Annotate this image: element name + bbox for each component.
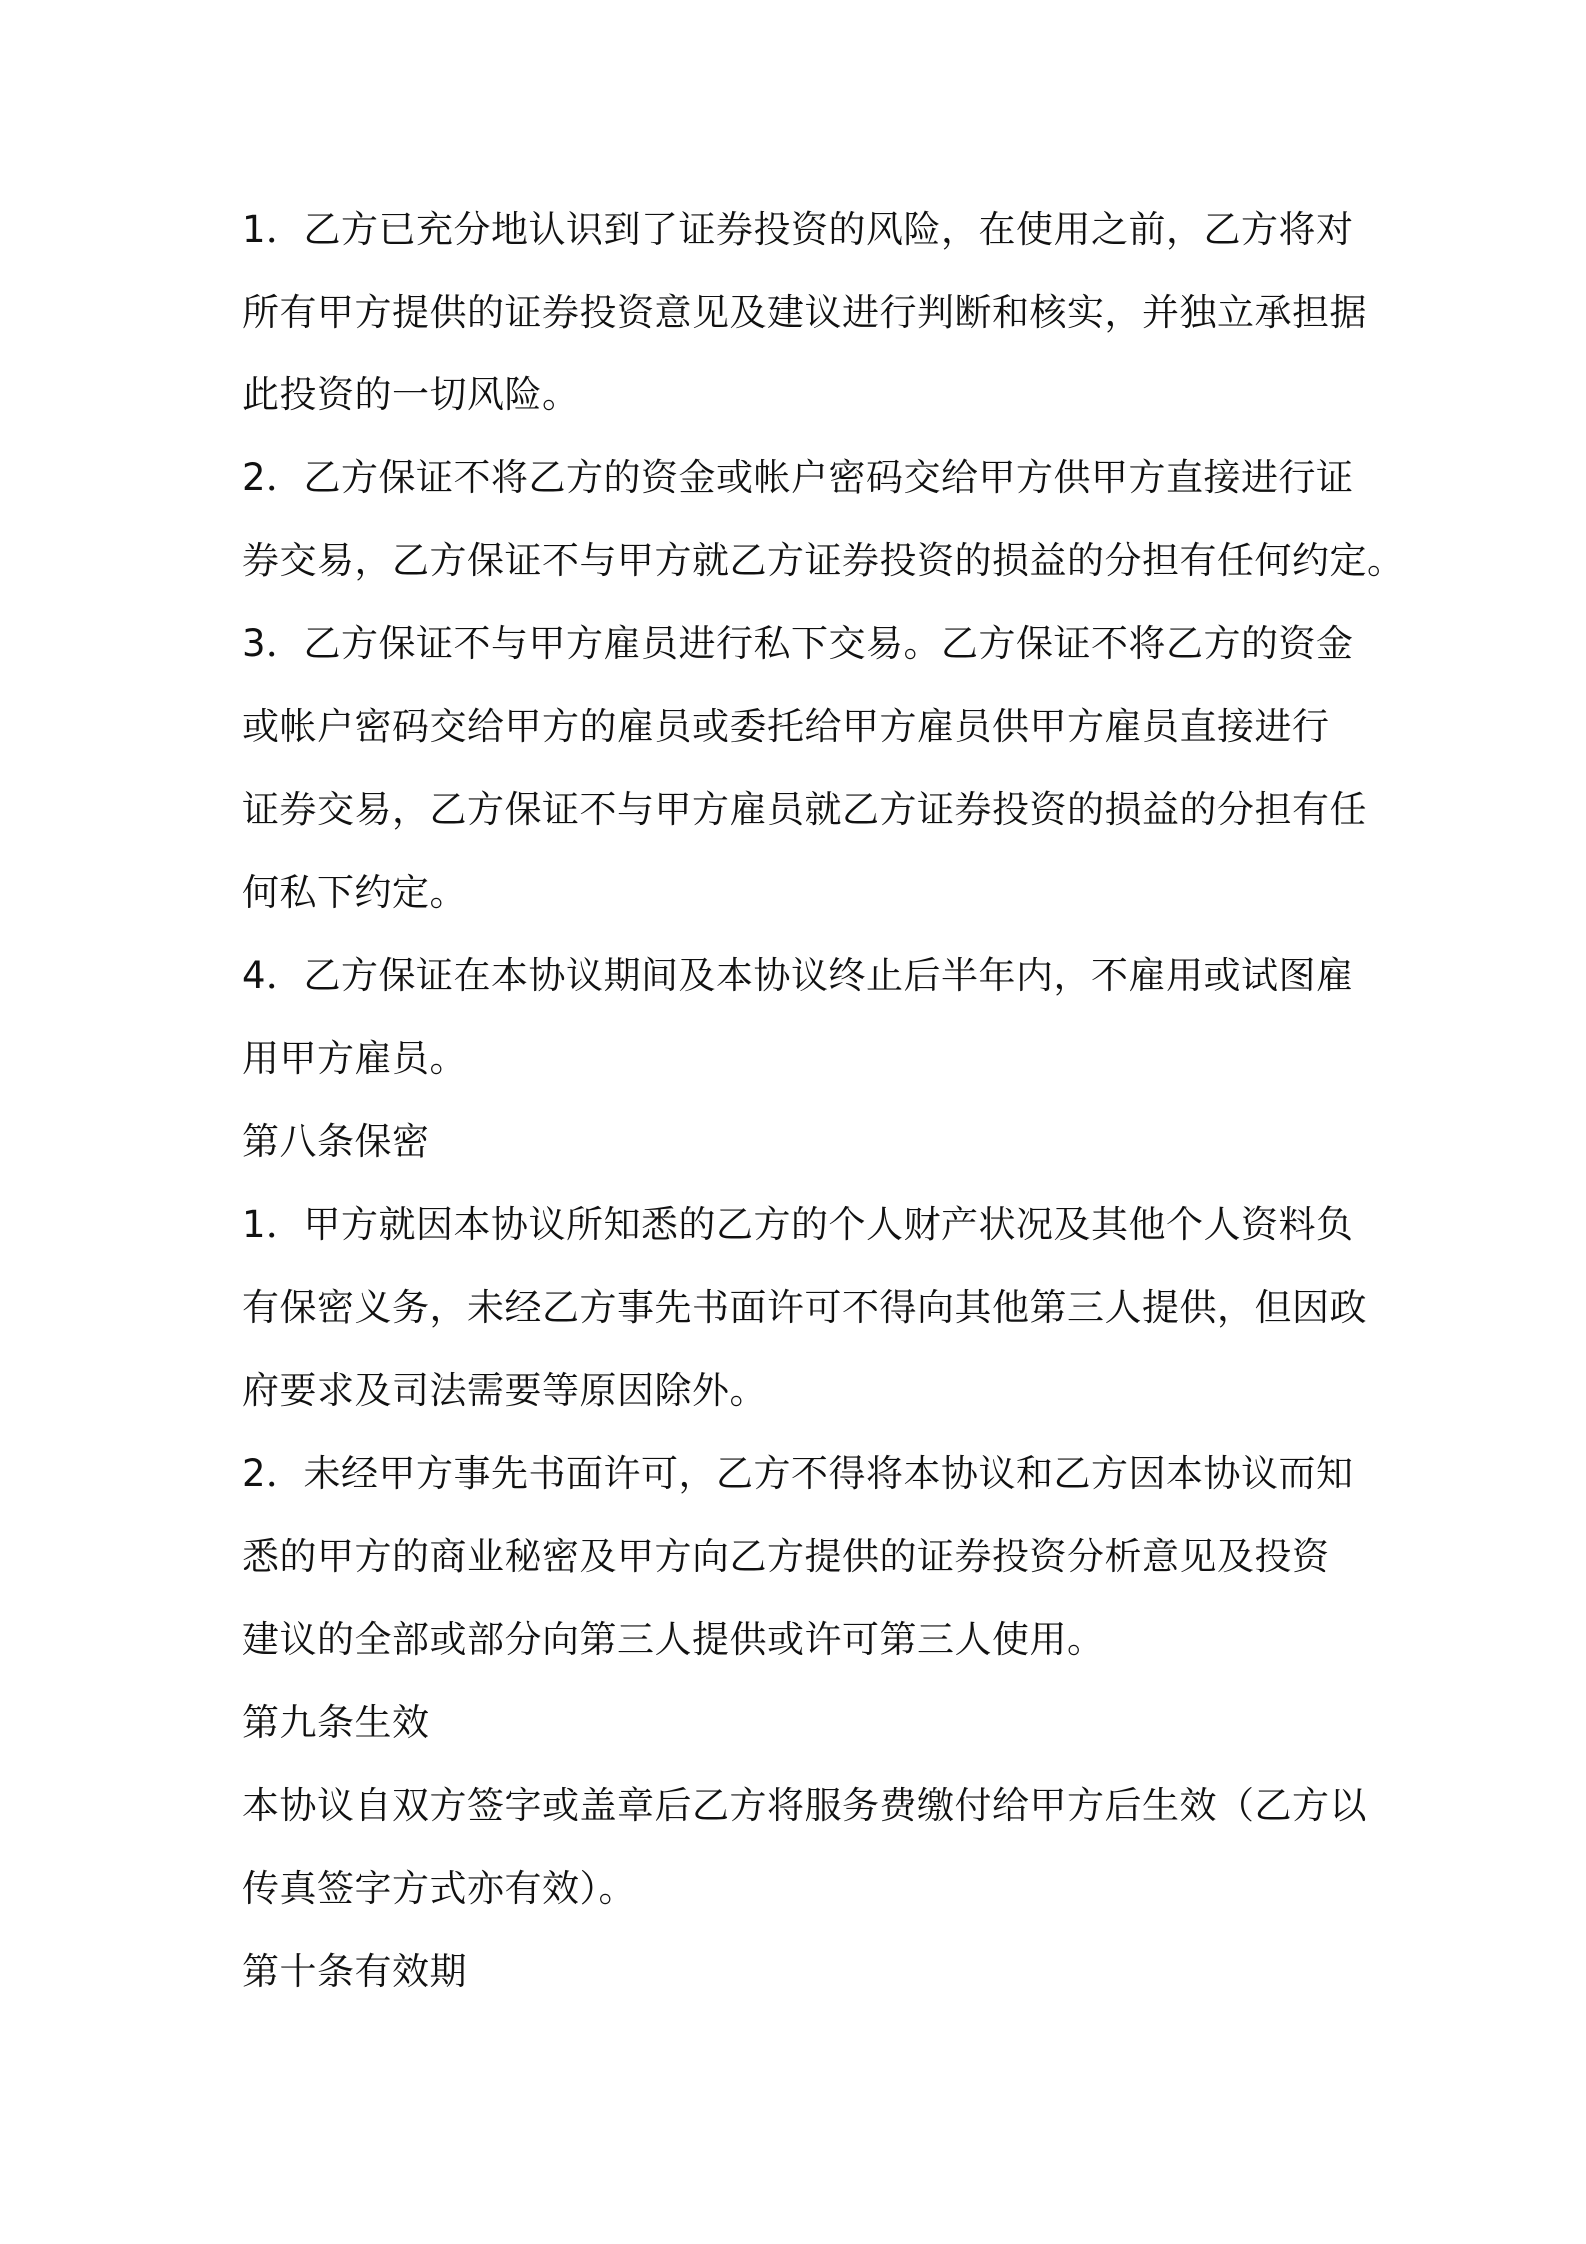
article-9-heading: 第九条生效 — [242, 1701, 430, 1744]
clause-7-4-line-1: 4．乙方保证在本协议期间及本协议终止后半年内，不雇用或试图雇 — [242, 954, 1354, 997]
clause-7-1-line-3: 此投资的一切风险。 — [242, 373, 580, 416]
article-9-line-2: 传真签字方式亦有效）。 — [242, 1867, 636, 1910]
article-10-heading: 第十条有效期 — [242, 1950, 467, 1993]
clause-7-2-line-1: 2．乙方保证不将乙方的资金或帐户密码交给甲方供甲方直接进行证 — [242, 456, 1354, 499]
clause-7-1-line-1: 1．乙方已充分地认识到了证券投资的风险，在使用之前，乙方将对 — [242, 208, 1354, 251]
clause-8-2-line-3: 建议的全部或部分向第三人提供或许可第三人使用。 — [242, 1618, 1105, 1661]
clause-7-3-line-1: 3．乙方保证不与甲方雇员进行私下交易。乙方保证不将乙方的资金 — [242, 622, 1354, 665]
clause-8-1-line-2: 有保密义务，未经乙方事先书面许可不得向其他第三人提供，但因政 — [242, 1286, 1367, 1329]
clause-7-3-line-3: 证券交易，乙方保证不与甲方雇员就乙方证券投资的损益的分担有任 — [242, 788, 1367, 831]
article-8-heading: 第八条保密 — [242, 1120, 430, 1163]
article-9-line-1: 本协议自双方签字或盖章后乙方将服务费缴付给甲方后生效（乙方以 — [242, 1784, 1367, 1827]
clause-8-1-line-1: 1．甲方就因本协议所知悉的乙方的个人财产状况及其他个人资料负 — [242, 1203, 1354, 1246]
clause-7-2-line-2: 券交易，乙方保证不与甲方就乙方证券投资的损益的分担有任何约定。 — [242, 539, 1405, 582]
clause-8-2-line-2: 悉的甲方的商业秘密及甲方向乙方提供的证券投资分析意见及投资 — [242, 1535, 1330, 1578]
clause-8-1-line-3: 府要求及司法需要等原因除外。 — [242, 1369, 767, 1412]
clause-7-3-line-2: 或帐户密码交给甲方的雇员或委托给甲方雇员供甲方雇员直接进行 — [242, 705, 1330, 748]
clause-7-1-line-2: 所有甲方提供的证券投资意见及建议进行判断和核实，并独立承担据 — [242, 291, 1367, 334]
clause-7-3-line-4: 何私下约定。 — [242, 871, 467, 914]
clause-7-4-line-2: 用甲方雇员。 — [242, 1037, 467, 1080]
clause-8-2-line-1: 2．未经甲方事先书面许可，乙方不得将本协议和乙方因本协议而知 — [242, 1452, 1354, 1495]
